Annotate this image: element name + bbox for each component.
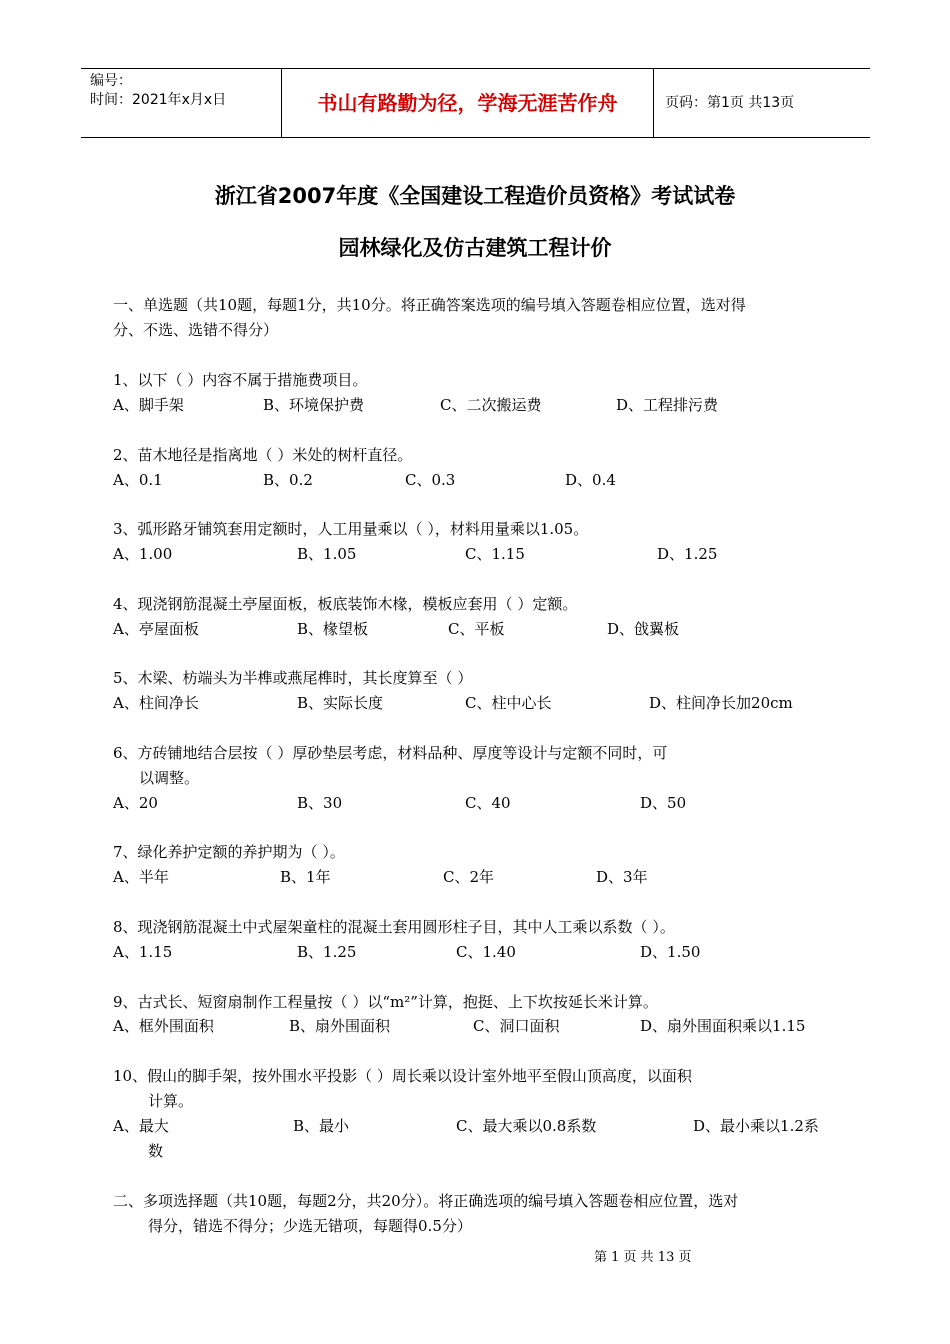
option-d: D、1.50 <box>640 943 701 961</box>
option-c: C、柱中心长 <box>465 694 552 712</box>
option-c: C、0.3 <box>405 471 456 489</box>
option-d: D、1.25 <box>657 545 718 563</box>
question-5: 5、木梁、枋端头为半榫或燕尾榫时，其长度算至（ ） <box>113 669 473 687</box>
option-b: B、实际长度 <box>297 694 384 712</box>
option-d: D、最小乘以1.2系 <box>693 1117 819 1135</box>
option-a: A、1.15 <box>113 943 173 961</box>
question-6-cont: 以调整。 <box>139 769 200 787</box>
option-d: D、3年 <box>596 868 648 886</box>
section1-instruction-cont: 分、不选、选错不得分） <box>113 321 279 339</box>
option-c: C、2年 <box>443 868 495 886</box>
question-4: 4、现浇钢筋混凝土亭屋面板，板底装饰木椽，模板应套用（ ）定额。 <box>113 595 578 613</box>
question-7: 7、绿化养护定额的养护期为（ ）。 <box>113 843 345 861</box>
option-a: A、框外围面积 <box>113 1017 214 1035</box>
section2-instruction-cont: 得分，错选不得分；少选无错项，每题得0.5分） <box>148 1217 472 1235</box>
option-b: B、1.05 <box>297 545 357 563</box>
option-b: B、30 <box>297 794 343 812</box>
option-b: B、环境保护费 <box>263 396 365 414</box>
exam-title: 浙江省2007年度《全国建设工程造价员资格》考试试卷 <box>214 184 736 208</box>
option-d: D、50 <box>640 794 687 812</box>
question-1: 1、以下（ ）内容不属于措施费项目。 <box>113 371 368 389</box>
option-c: C、1.15 <box>465 545 525 563</box>
code-label: 编号： <box>90 73 132 89</box>
option-a: A、脚手架 <box>113 396 184 414</box>
header-page-info: 页码：第1页 共13页 <box>665 95 795 111</box>
option-b: B、椽望板 <box>297 620 369 638</box>
option-a: A、1.00 <box>113 545 173 563</box>
option-c: C、最大乘以0.8系数 <box>456 1117 597 1135</box>
time-label: 时间：2021年x月x日 <box>90 92 227 108</box>
option-b: B、扇外围面积 <box>289 1017 391 1035</box>
page-footer: 第 1 页 共 13 页 <box>594 1250 692 1265</box>
option-c: C、二次搬运费 <box>440 396 542 414</box>
option-c: C、平板 <box>448 620 505 638</box>
document-header <box>81 68 870 138</box>
header-meta-cell <box>81 69 282 137</box>
option-d: D、0.4 <box>565 471 616 489</box>
section2-instruction: 二、多项选择题（共10题，每题2分，共20分）。将正确选项的编号填入答题卷相应位置，选对 <box>113 1192 739 1210</box>
option-a: A、半年 <box>113 868 169 886</box>
option-b: B、0.2 <box>263 471 313 489</box>
option-a: A、最大 <box>113 1117 169 1135</box>
option-c: C、洞口面积 <box>473 1017 560 1035</box>
exam-subtitle: 园林绿化及仿古建筑工程计价 <box>338 236 612 260</box>
option-a: A、柱间净长 <box>113 694 199 712</box>
question-9: 9、古式长、短窗扇制作工程量按（ ）以“m²”计算，抱挺、上下坎按延长米计算。 <box>113 993 658 1011</box>
question-8: 8、现浇钢筋混凝土中式屋架童柱的混凝土套用圆形柱子目，其中人工乘以系数（ ）。 <box>113 918 675 936</box>
option-c: C、40 <box>465 794 511 812</box>
section1-instruction: 一、单选题（共10题，每题1分，共10分。将正确答案选项的编号填入答题卷相应位置，选对得 <box>113 296 746 314</box>
option-d-cont: 数 <box>148 1142 164 1160</box>
option-d: D、扇外围面积乘以1.15 <box>640 1017 806 1035</box>
question-3: 3、弧形路牙铺筑套用定额时，人工用量乘以（ ），材料用量乘以1.05。 <box>113 520 589 538</box>
header-motto: 书山有路勤为径，学海无涯苦作舟 <box>282 69 654 137</box>
option-d: D、柱间净长加20cm <box>649 694 793 712</box>
option-b: B、1.25 <box>297 943 357 961</box>
option-d: D、工程排污费 <box>616 396 719 414</box>
option-b: B、1年 <box>280 868 331 886</box>
question-10: 10、假山的脚手架，按外围水平投影（ ）周长乘以设计室外地平至假山顶高度，以面积 <box>113 1067 692 1085</box>
option-b: B、最小 <box>293 1117 350 1135</box>
option-c: C、1.40 <box>456 943 516 961</box>
option-a: A、亭屋面板 <box>113 620 199 638</box>
option-a: A、0.1 <box>113 471 163 489</box>
question-2: 2、苗木地径是指离地（ ）米处的树杆直径。 <box>113 446 413 464</box>
question-6: 6、方砖铺地结合层按（ ）厚砂垫层考虑，材料品种、厚度等设计与定额不同时，可 <box>113 744 668 762</box>
option-a: A、20 <box>113 794 158 812</box>
option-d: D、戗翼板 <box>607 620 680 638</box>
question-10-cont: 计算。 <box>148 1092 194 1110</box>
